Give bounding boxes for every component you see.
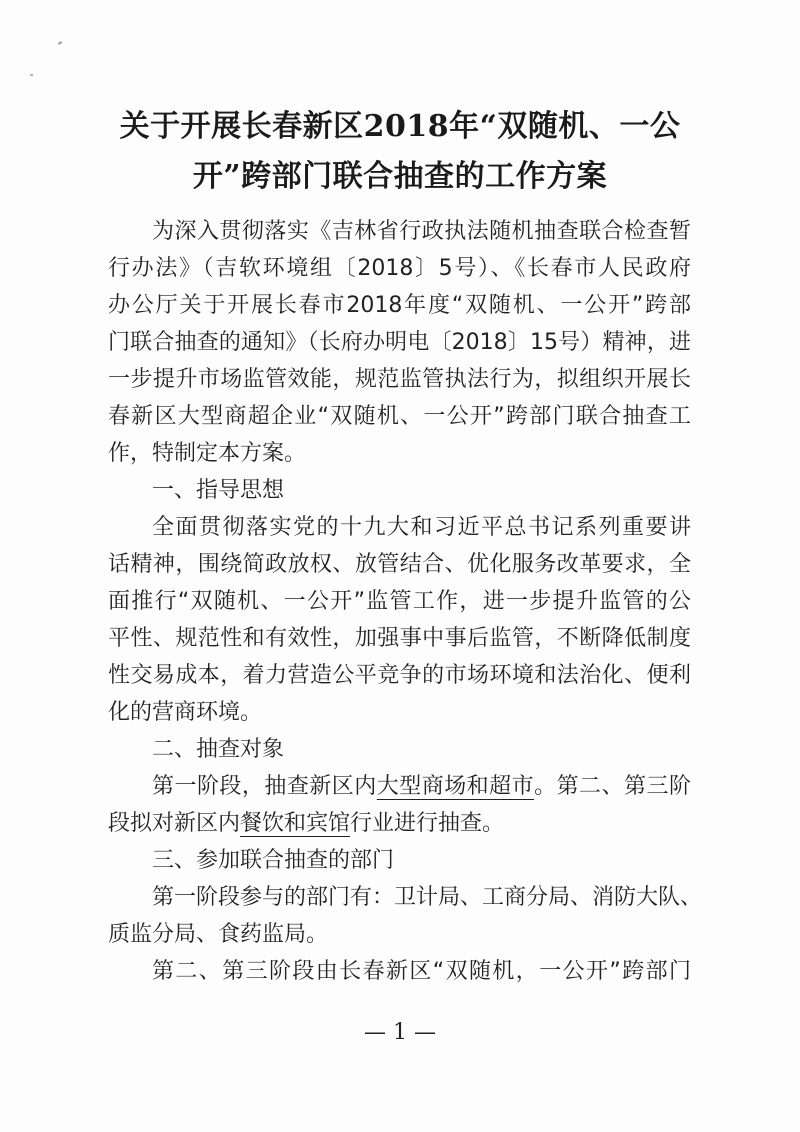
underlined-text: 餐饮和宾馆 (240, 811, 351, 836)
body-line (108, 805, 691, 842)
text-run: 第一阶段，抽查新区内 (152, 774, 377, 799)
document-body (108, 213, 703, 990)
body-line: 面推行“双随机、一公开”监管工作，进一步提升监管的公 (108, 589, 691, 614)
body-line: 质监分局、食药监局。 (108, 922, 329, 947)
scan-speck (58, 41, 62, 45)
title-line: 开”跨部门联合抽查的工作方案 (192, 159, 608, 194)
section-heading: 三、参加联合抽查的部门 (152, 848, 395, 873)
body-line: 全面贯彻落实党的十九大和习近平总书记系列重要讲 (152, 515, 691, 540)
body-line: 平性、规范性和有效性，加强事中事后监管，不断降低制度 (108, 626, 691, 651)
body-line: 春新区大型商超企业“双随机、一公开”跨部门联合抽查工 (108, 404, 691, 429)
body-line: 为深入贯彻落实《吉林省行政执法随机抽查联合检查暂 (152, 219, 691, 244)
text-run: 行业进行抽查。 (350, 811, 505, 836)
text-run: 。第二、第三阶 (534, 774, 691, 799)
body-line: 第二、第三阶段由长春新区“双随机，一公开”跨部门 (152, 959, 691, 984)
body-line: 门联合抽查的通知》（长府办明电〔2018〕15号）精神，进 (108, 330, 691, 355)
body-line: 办公厅关于开展长春市2018年度“双随机、一公开”跨部 (108, 293, 691, 318)
body-line: 化的营商环境。 (108, 700, 263, 725)
title-line: 关于开展长春新区2018年“双随机、一公 (119, 109, 681, 144)
body-line: 行办法》（吉软环境组〔2018〕5号）、《长春市人民政府 (108, 256, 691, 281)
body-line: 一步提升市场监管效能，规范监管执法行为，拟组织开展长 (108, 367, 691, 392)
body-line: 第一阶段参与的部门有：卫计局、工商分局、消防大队、 (152, 885, 703, 910)
section-heading: 二、抽查对象 (152, 737, 285, 762)
page-number: — 1 — (364, 1020, 436, 1045)
section-heading: 一、指导思想 (152, 478, 285, 503)
body-line (108, 768, 691, 805)
text-run: 段拟对新区内 (108, 811, 241, 836)
body-line: 作，特制定本方案。 (108, 441, 307, 466)
body-line: 话精神，围绕简政放权、放管结合、优化服务改革要求，全 (108, 552, 691, 577)
body-line: 性交易成本，着力营造公平竞争的市场环境和法治化、便利 (108, 663, 691, 688)
document-title (60, 102, 740, 202)
scan-speck (30, 74, 33, 76)
underlined-text: 大型商场和超市 (376, 774, 535, 799)
